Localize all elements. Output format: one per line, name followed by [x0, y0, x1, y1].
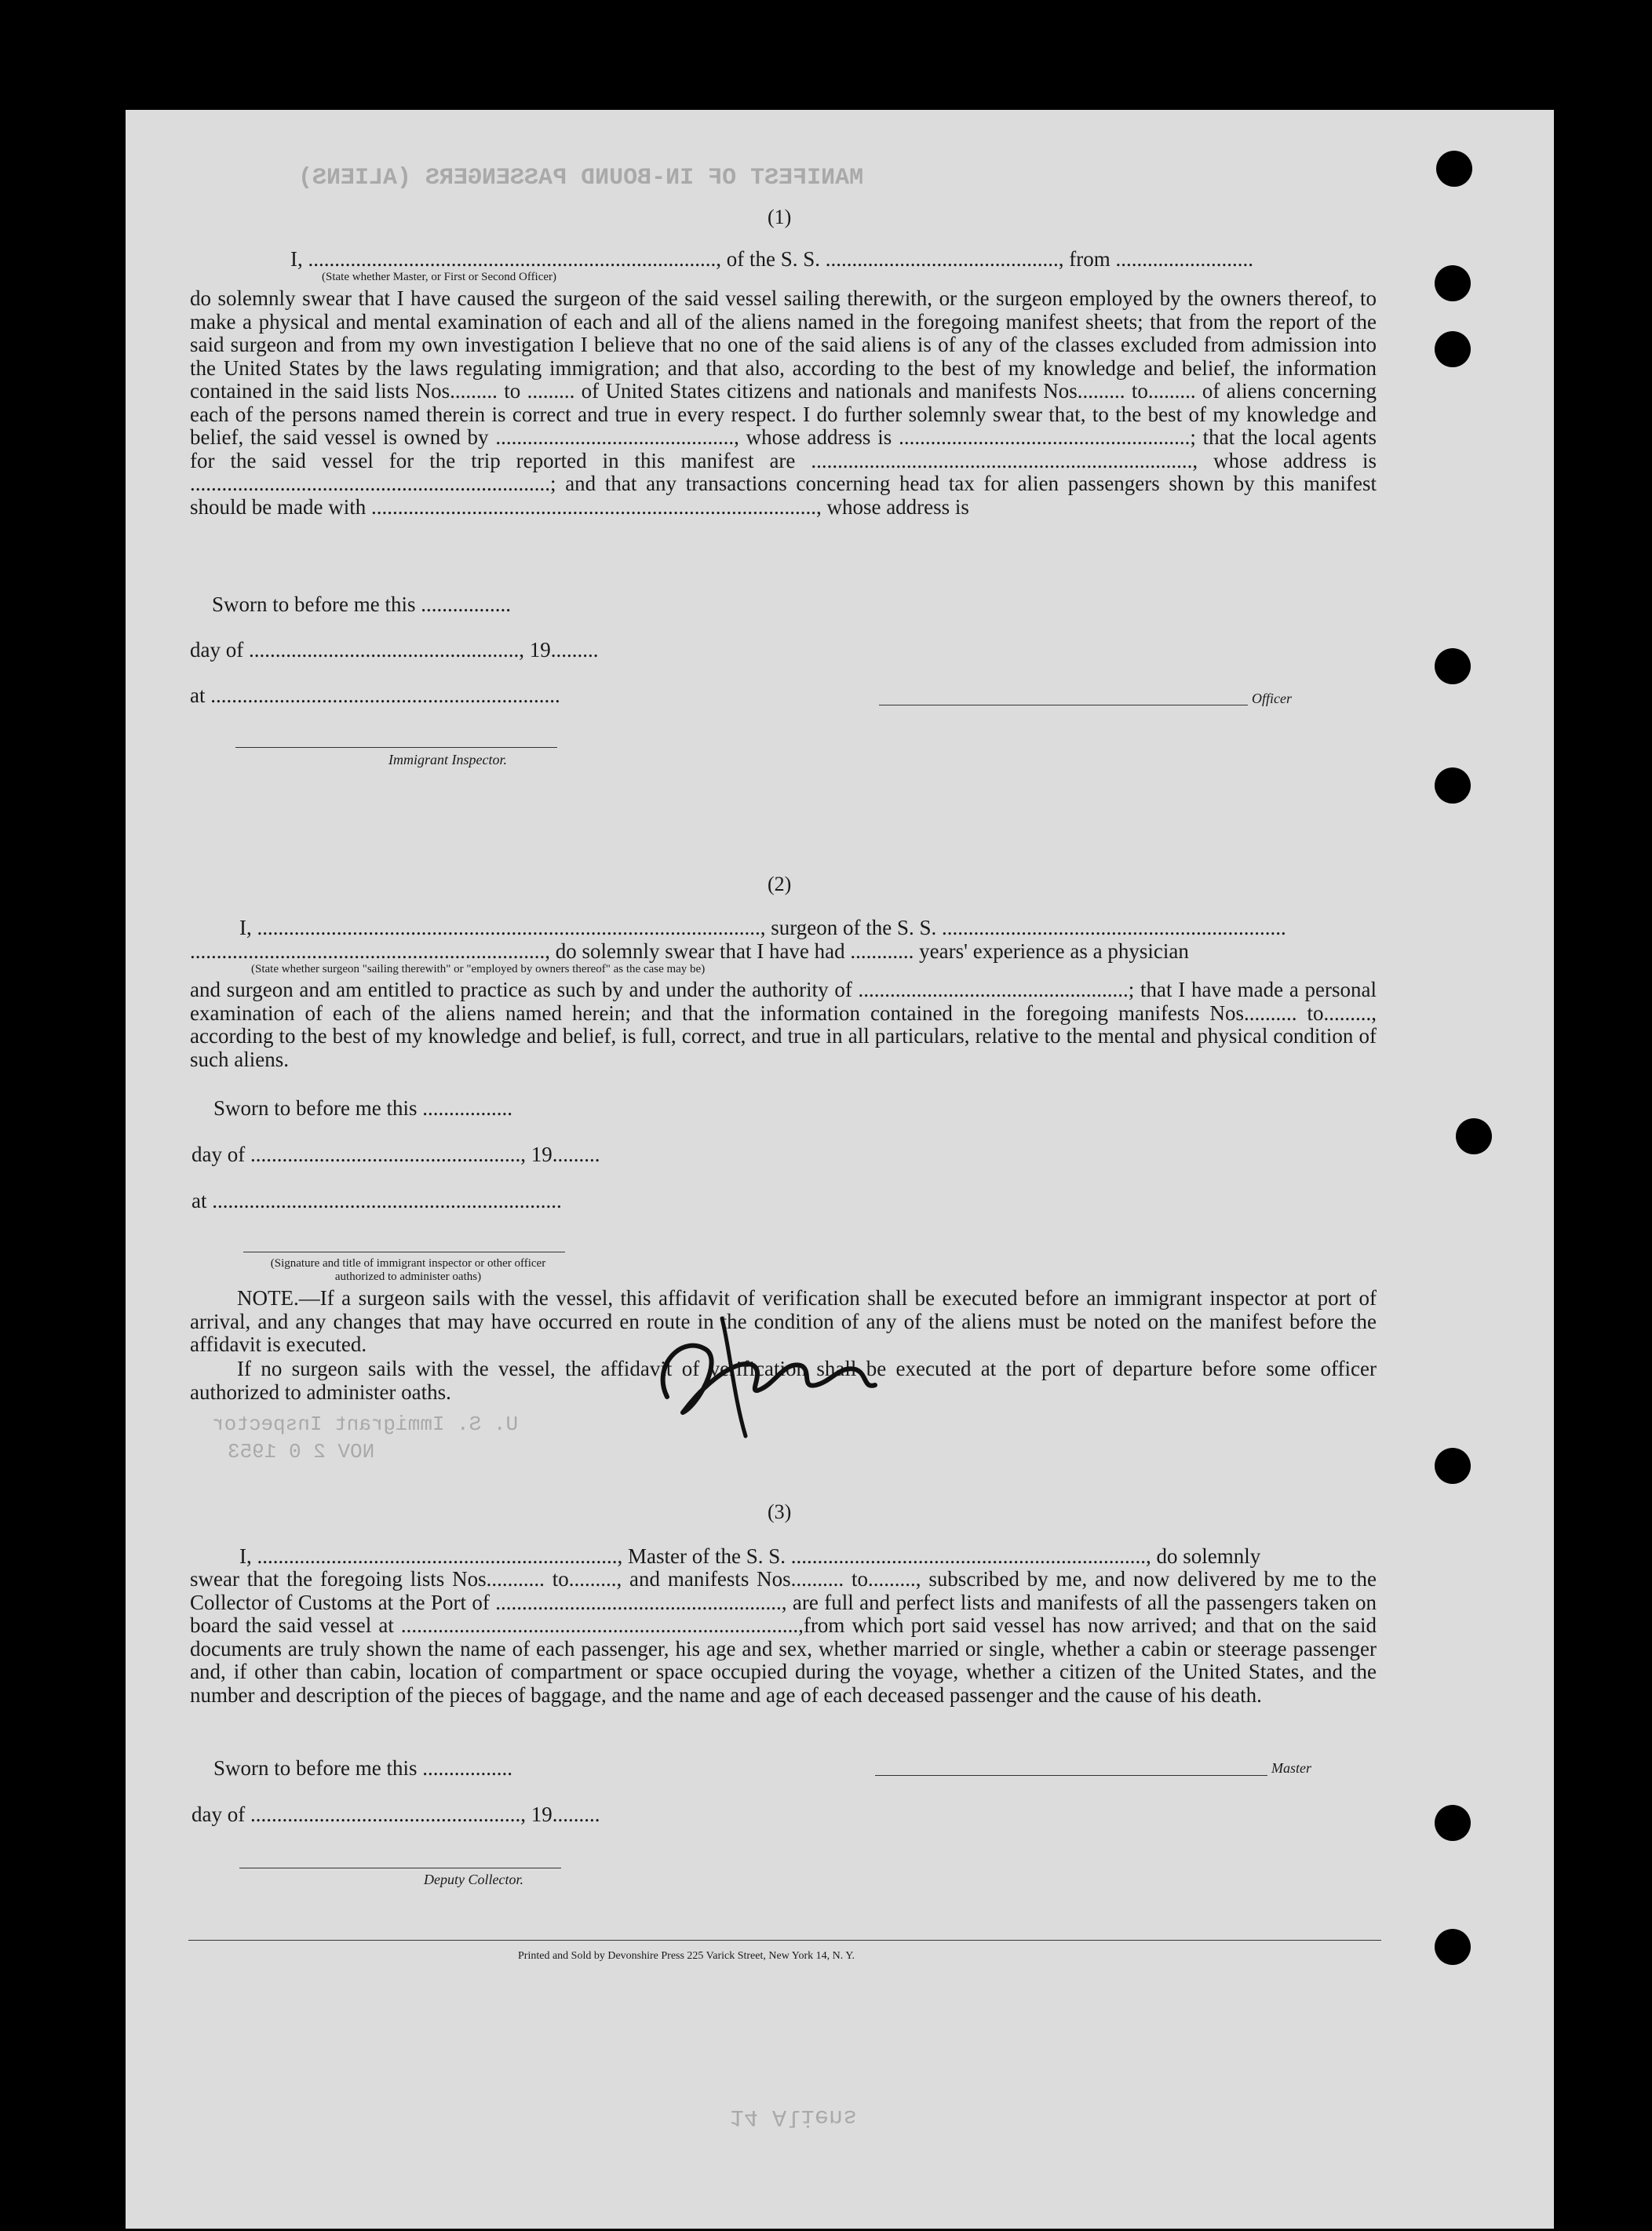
section-1-number: (1) [768, 206, 792, 228]
section-2-oath-line-2: ..................................................................., do solemnly swear that I have had ............ years' experience as a physician [190, 939, 1189, 963]
section-3-day: day of ..................................................., 19......... [191, 1803, 600, 1826]
binder-hole [1435, 767, 1471, 804]
section-2-signature-note: (Signature and title of immigrant inspector or other officer authorized to administer oaths) [270, 1257, 546, 1283]
section-2-surgeon-note: (State whether surgeon "sailing therewith" or "employed by owners thereof" as the case may be) [251, 963, 706, 975]
inspector-signature-line [235, 747, 557, 748]
section-1-day: day of ..................................................., 19......... [190, 638, 599, 662]
document-page [126, 110, 1554, 2229]
section-2-note: NOTE.—If a surgeon sails with the vessel, this affidavit of verification shall be executed before an immigrant inspector at port of arrival, and any changes that may have occurred en route in the condition of any of the aliens must be noted on the manifest before the affidavit is executed. [190, 1286, 1377, 1356]
master-signature-line [875, 1775, 1267, 1776]
section-2-at: at .................................................................. [191, 1189, 562, 1212]
section-3-oath-text: swear that the foregoing lists Nos........... to........., and manifests Nos.......... to........., subscribed by me, and now delivered by me to the Collector of Customs at the Port of ......................................................, are full and perfect lists and manifests of all the passengers taken on board the said vessel at ...........................................................................,from which port said vessel has now arrived; and that on the said documents are truly shown the name of each passenger, his age and sex, whether married or single, whether a cabin or steerage passenger and, if other than cabin, location of compartment or space occupied during the voyage, whether a citizen of the United States, and the number and description of the pieces of baggage, and the name and age of each deceased passenger and the cause of his death. [190, 1567, 1377, 1707]
section-2-oath-line: I, ..............................................................................................., surgeon of the S. S. ................................................................. [239, 916, 1286, 939]
section-1-officer-note: (State whether Master, or First or Second Officer) [322, 271, 557, 283]
section-1-oath-text: do solemnly swear that I have caused the surgeon of the said vessel sailing therewith, or the surgeon employed by the owners thereof, to make a physical and mental examination of each and all of the aliens named in the foregoing manifest sheets; that from the report of the said surgeon and from my own investigation I believe that no one of the said aliens is of any of the classes excluded from admission into the United States by the laws regulating immigration; and that also, according to the best of my knowledge and belief, the information contained in the said lists Nos......... to ......... of United States citizens and nationals and manifests Nos......... to......... of aliens concerning each of the persons named therein is correct and true in every respect. I do further solemnly swear that, to the best of my knowledge and belief, the said vessel is owned by ............................................., whose address is .......................................................; that the local agents for the said vessel for the trip reported in this manifest are ........................................................................, whose address is ....................................................................; and that any transactions concerning head tax for alien passengers shown by this manifest should be made with ...................................................................................., whose address is [190, 286, 1377, 519]
binder-hole [1456, 1118, 1492, 1154]
section-1-oath-line: I, ............................................................................., of the S. S. ............................................, from .......................... [290, 247, 1253, 271]
binder-hole [1435, 1805, 1471, 1841]
officer-label: Officer [1252, 691, 1292, 706]
section-3-sworn: Sworn to before me this ................. [213, 1756, 512, 1780]
binder-hole [1435, 1929, 1471, 1965]
footer-rule [188, 1940, 1381, 1941]
bleed-through-stamp: U. S. Immigrant Inspector [212, 1413, 519, 1436]
section-2-day: day of ..................................................., 19......... [191, 1143, 600, 1166]
section-1-at: at .................................................................. [190, 684, 560, 707]
bleed-through-count: 14 Aliens [730, 2103, 858, 2130]
section-2-number: (2) [768, 873, 792, 895]
bleed-through-stamp-date: NOV 2 0 1953 [228, 1440, 375, 1464]
deputy-collector-label: Deputy Collector. [424, 1872, 523, 1887]
section-2-sworn: Sworn to before me this ................. [213, 1096, 512, 1120]
inspector-signature [636, 1287, 895, 1444]
binder-hole [1435, 265, 1471, 301]
section-3-oath-line: I, ...................................................................., Master of the S. S. ..................................................................., do solemnly [239, 1544, 1261, 1568]
binder-hole [1435, 648, 1471, 684]
binder-hole [1435, 331, 1471, 367]
section-1-sworn: Sworn to before me this ................. [212, 592, 511, 616]
printer-imprint: Printed and Sold by Devonshire Press 225 Varick Street, New York 14, N. Y. [518, 1950, 855, 1962]
section-2-note-2: If no surgeon sails with the vessel, the affidavit of verification shall be executed at the port of departure before some officer authorized to administer oaths. [190, 1357, 1377, 1404]
immigrant-inspector-label: Immigrant Inspector. [388, 752, 507, 767]
bleed-through-header: MANIFEST OF IN-BOUND PASSENGERS (ALIENS) [298, 165, 864, 191]
section-2-oath-text: and surgeon and am entitled to practice as such by and under the authority of ...................................................; that I have made a personal examination of each of the aliens named herein; and that the information contained in the foregoing manifests Nos.......... to........., according to the best of my knowledge and belief, is full, correct, and true in all particulars, relative to the mental and physical condition of such aliens. [190, 978, 1377, 1071]
binder-hole [1436, 151, 1472, 187]
binder-hole [1435, 1448, 1471, 1484]
section-3-number: (3) [768, 1500, 792, 1523]
master-label: Master [1271, 1760, 1311, 1776]
